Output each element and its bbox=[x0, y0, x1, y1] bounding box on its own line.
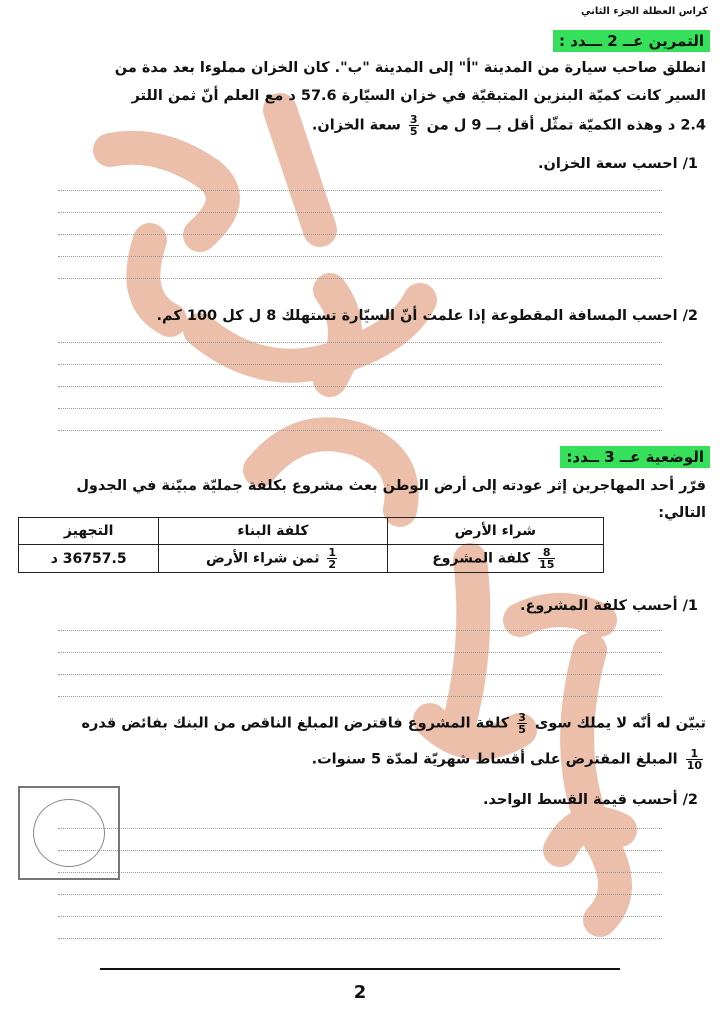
situation3-line3-end: كلفة المشروع فاقترض المبلغ الناقص من البنك بفائض قدره bbox=[81, 715, 510, 732]
booklet-header-note: كراس العطلة الجزء الثاني bbox=[580, 6, 708, 17]
fraction-denominator: 2 bbox=[328, 558, 337, 571]
fraction-denominator: 5 bbox=[409, 125, 418, 138]
fraction-one-tenth bbox=[686, 748, 703, 771]
exercise2-line2: السير كانت كميّة البنزين المتبقيّة في خزان السيّارة 57.6 د مع العلم أنّ ثمن اللتر bbox=[131, 88, 706, 104]
school-stamp-seal bbox=[18, 786, 120, 880]
header-equipment: التجهيز bbox=[19, 518, 159, 545]
header-construction-cost: كلفة البناء bbox=[159, 518, 387, 545]
cell-land-purchase bbox=[387, 545, 603, 573]
header-land-purchase: شراء الأرض bbox=[387, 518, 603, 545]
answer-line bbox=[58, 828, 662, 829]
situation3-line2: التالي: bbox=[658, 505, 706, 521]
cell-construction-text: ثمن شراء الأرض bbox=[205, 550, 320, 567]
fraction-three-fifths bbox=[517, 712, 527, 735]
answer-line bbox=[58, 386, 662, 387]
situation3-line3-start: تبيّن له أنّه لا يملك سوى bbox=[534, 715, 706, 732]
fraction-numerator: 1 bbox=[328, 546, 337, 559]
situation3-line4 bbox=[14, 748, 706, 771]
exercise2-question2: 2/ احسب المسافة المقطوعة إذا علمت أنّ السيّارة تستهلك 8 ل كل 100 كم. bbox=[156, 308, 698, 324]
answer-line bbox=[58, 342, 662, 343]
answer-line bbox=[58, 652, 662, 653]
answer-line bbox=[58, 256, 662, 257]
footer-divider bbox=[100, 968, 620, 970]
situation3-line1: قرّر أحد المهاجرين إثر عودته إلى أرض الوطن بعث مشروع بكلفة جمليّة مبيّنة في الجدول bbox=[76, 478, 706, 494]
answer-line bbox=[58, 894, 662, 895]
page-number: 2 bbox=[353, 982, 367, 1003]
cell-equipment: 36757.5 د bbox=[19, 545, 159, 573]
answer-line bbox=[58, 850, 662, 851]
answer-line bbox=[58, 872, 662, 873]
situation3-question2: 2/ أحسب قيمة القسط الواحد. bbox=[483, 792, 698, 808]
answer-line bbox=[58, 916, 662, 917]
situation3-title: الوضعية عــ 3 ــدد: bbox=[560, 446, 710, 468]
answer-line bbox=[58, 674, 662, 675]
fraction-numerator: 3 bbox=[518, 711, 526, 724]
fraction-numerator: 8 bbox=[538, 547, 555, 559]
exercise2-question1: 1/ احسب سعة الخزان. bbox=[537, 156, 698, 172]
table-header-row bbox=[19, 518, 604, 545]
fraction-one-half bbox=[327, 547, 337, 570]
fraction-numerator: 3 bbox=[409, 113, 418, 126]
exercise2-line3 bbox=[14, 114, 706, 137]
fraction-denominator: 15 bbox=[539, 558, 555, 571]
answer-line bbox=[58, 938, 662, 939]
answer-line bbox=[58, 234, 662, 235]
project-cost-table bbox=[18, 517, 604, 573]
answer-line bbox=[58, 278, 662, 279]
answer-line bbox=[58, 430, 662, 431]
cell-land-text: كلفة المشروع bbox=[432, 550, 531, 567]
exercise2-line3-end: سعة الخزان. bbox=[311, 117, 401, 134]
fraction-eight-fifteenths bbox=[538, 547, 555, 570]
table-row bbox=[19, 545, 604, 573]
answer-line bbox=[58, 190, 662, 191]
exercise2-title: التمرين عــ 2 ـــدد : bbox=[553, 30, 710, 52]
fraction-denominator: 5 bbox=[518, 723, 526, 736]
answer-line bbox=[58, 630, 662, 631]
situation3-line3 bbox=[14, 712, 706, 735]
answer-line bbox=[58, 696, 662, 697]
fraction-denominator: 10 bbox=[686, 759, 702, 772]
answer-line bbox=[58, 212, 662, 213]
cell-construction-cost bbox=[159, 545, 387, 573]
stamp-circle-icon bbox=[33, 799, 105, 867]
fraction-three-fifths bbox=[409, 114, 419, 137]
situation3-line4-text: المبلغ المقترض على أقساط شهريّة لمدّة 5 سنوات. bbox=[311, 751, 678, 768]
fraction-numerator: 1 bbox=[686, 748, 703, 760]
answer-line bbox=[58, 364, 662, 365]
exercise2-line1: انطلق صاحب سيارة من المدينة "أ" إلى المدينة "ب". كان الخزان مملوءا بعد مدة من bbox=[114, 60, 706, 76]
situation3-question1: 1/ أحسب كلفة المشروع. bbox=[520, 598, 698, 614]
exercise2-line3-start: 2.4 د وهذه الكميّة تمثّل أقل بــ 9 ل من bbox=[426, 117, 706, 134]
answer-line bbox=[58, 408, 662, 409]
